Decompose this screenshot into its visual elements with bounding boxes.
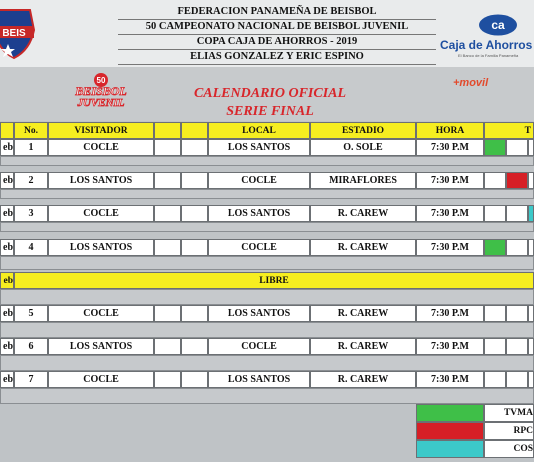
legend-swatch-cos [416,440,484,458]
game-number: 4 [14,239,48,256]
header-stadium: ESTADIO [310,122,416,139]
spacer-row [0,355,534,371]
federation-logo [0,4,38,60]
header-line-4: ELIAS GONZALEZ Y ERIC ESPINO [118,49,436,65]
game-score-cell [154,172,181,189]
game-date: eb [0,239,14,256]
game-time: 7:30 P.M [416,338,484,355]
game-local: COCLE [208,239,310,256]
game-local: LOS SANTOS [208,205,310,222]
beisbol-logo-text1: BEISBOL [75,84,127,98]
game-score-cell [181,239,208,256]
bank-logo-tagline: El Banco de la Familia Panameña [458,53,519,58]
tv-channel-indicator [484,239,506,256]
spacer-row [0,388,534,404]
game-score-cell [154,139,181,156]
spacer-row [0,189,534,199]
game-date: eb [0,172,14,189]
bank-logo-mark [478,14,518,36]
game-stadium: MIRAFLORES [310,172,416,189]
game-date: eb [0,305,14,322]
game-time: 7:30 P.M [416,172,484,189]
tv-channel-cell [506,205,528,222]
tv-channel-cell [506,239,528,256]
spacer-row [0,222,534,232]
game-visitor: COCLE [48,205,154,222]
rest-day-label: LIBRE [14,272,534,289]
tv-channel-indicator [484,139,506,156]
game-stadium: R. CAREW [310,371,416,388]
game-visitor: LOS SANTOS [48,172,154,189]
tv-channel-cell [484,305,506,322]
tv-channel-cell [506,371,528,388]
game-stadium: R. CAREW [310,205,416,222]
legend-label-tvma: TVMA [484,404,534,422]
game-score-cell [181,305,208,322]
game-date: eb [0,139,14,156]
header-score-visitor-2 [181,122,208,139]
game-score-cell [154,239,181,256]
header-time: HORA [416,122,484,139]
tv-channel-indicator [528,205,534,222]
game-score-cell [181,139,208,156]
beisbol-logo-number: 50 [96,76,106,85]
game-score-cell [154,305,181,322]
federation-logo-text: BEIS [2,28,26,39]
legend-label-cos: COS [484,440,534,458]
header-line-2: 50 CAMPEONATO NACIONAL DE BEISBOL JUVENIL [118,19,436,35]
game-time: 7:30 P.M [416,371,484,388]
header-line-1: FEDERACION PANAMEÑA DE BEISBOL [118,4,436,20]
beisbol-logo-text2: JUVENIL [77,97,125,109]
game-visitor: COCLE [48,305,154,322]
tv-channel-cell [528,338,534,355]
game-stadium: R. CAREW [310,305,416,322]
game-visitor: LOS SANTOS [48,239,154,256]
game-stadium: R. CAREW [310,338,416,355]
header-date-cell [0,122,14,139]
game-number: 7 [14,371,48,388]
series-title: SERIE FINAL [226,104,314,119]
game-number: 3 [14,205,48,222]
bank-logo-name: Caja de Ahorros [440,38,533,52]
header-tv: T [484,122,534,139]
beisbol-juvenil-logo [68,72,134,110]
tv-channel-cell [528,172,534,189]
game-visitor: COCLE [48,371,154,388]
tv-channel-cell [484,172,506,189]
game-number: 2 [14,172,48,189]
game-stadium: O. SOLE [310,139,416,156]
game-score-cell [154,338,181,355]
game-local: LOS SANTOS [208,371,310,388]
tv-channel-cell [484,371,506,388]
rest-day-date: eb [0,272,14,289]
game-date: eb [0,338,14,355]
legend-swatch-tvma [416,404,484,422]
header-local: LOCAL [208,122,310,139]
game-time: 7:30 P.M [416,205,484,222]
tv-channel-cell [484,338,506,355]
game-local: LOS SANTOS [208,139,310,156]
legend-swatch-rpc [416,422,484,440]
header-no: No. [14,122,48,139]
tv-channel-cell [528,139,534,156]
game-local: COCLE [208,338,310,355]
header-score-visitor [154,122,181,139]
spacer-row [0,322,534,338]
legend-label-rpc: RPC [484,422,534,440]
game-stadium: R. CAREW [310,239,416,256]
spacer-row [0,256,534,270]
tv-channel-cell [528,239,534,256]
tv-channel-cell [484,205,506,222]
tv-channel-cell [506,305,528,322]
game-visitor: COCLE [48,139,154,156]
tv-channel-indicator [506,172,528,189]
game-date: eb [0,205,14,222]
spacer-row [0,289,534,305]
game-score-cell [181,371,208,388]
game-number: 5 [14,305,48,322]
game-time: 7:30 P.M [416,139,484,156]
game-local: LOS SANTOS [208,305,310,322]
tv-channel-cell [506,338,528,355]
tv-channel-cell [506,139,528,156]
game-score-cell [154,205,181,222]
bank-logo-mark-text: ca [491,18,505,32]
header-line-3: COPA CAJA DE AHORROS - 2019 [118,34,436,50]
spacer-row [0,156,534,166]
game-date: eb [0,371,14,388]
game-time: 7:30 P.M [416,305,484,322]
movil-sponsor-logo: +movil [453,77,489,89]
tv-channel-cell [528,371,534,388]
game-score-cell [181,338,208,355]
game-time: 7:30 P.M [416,239,484,256]
calendar-title: CALENDARIO OFICIAL [193,86,347,101]
header [0,0,534,67]
tv-channel-cell [528,305,534,322]
game-score-cell [181,205,208,222]
game-score-cell [154,371,181,388]
game-number: 6 [14,338,48,355]
game-score-cell [181,172,208,189]
game-local: COCLE [208,172,310,189]
header-visitor: VISITADOR [48,122,154,139]
game-number: 1 [14,139,48,156]
game-visitor: LOS SANTOS [48,338,154,355]
